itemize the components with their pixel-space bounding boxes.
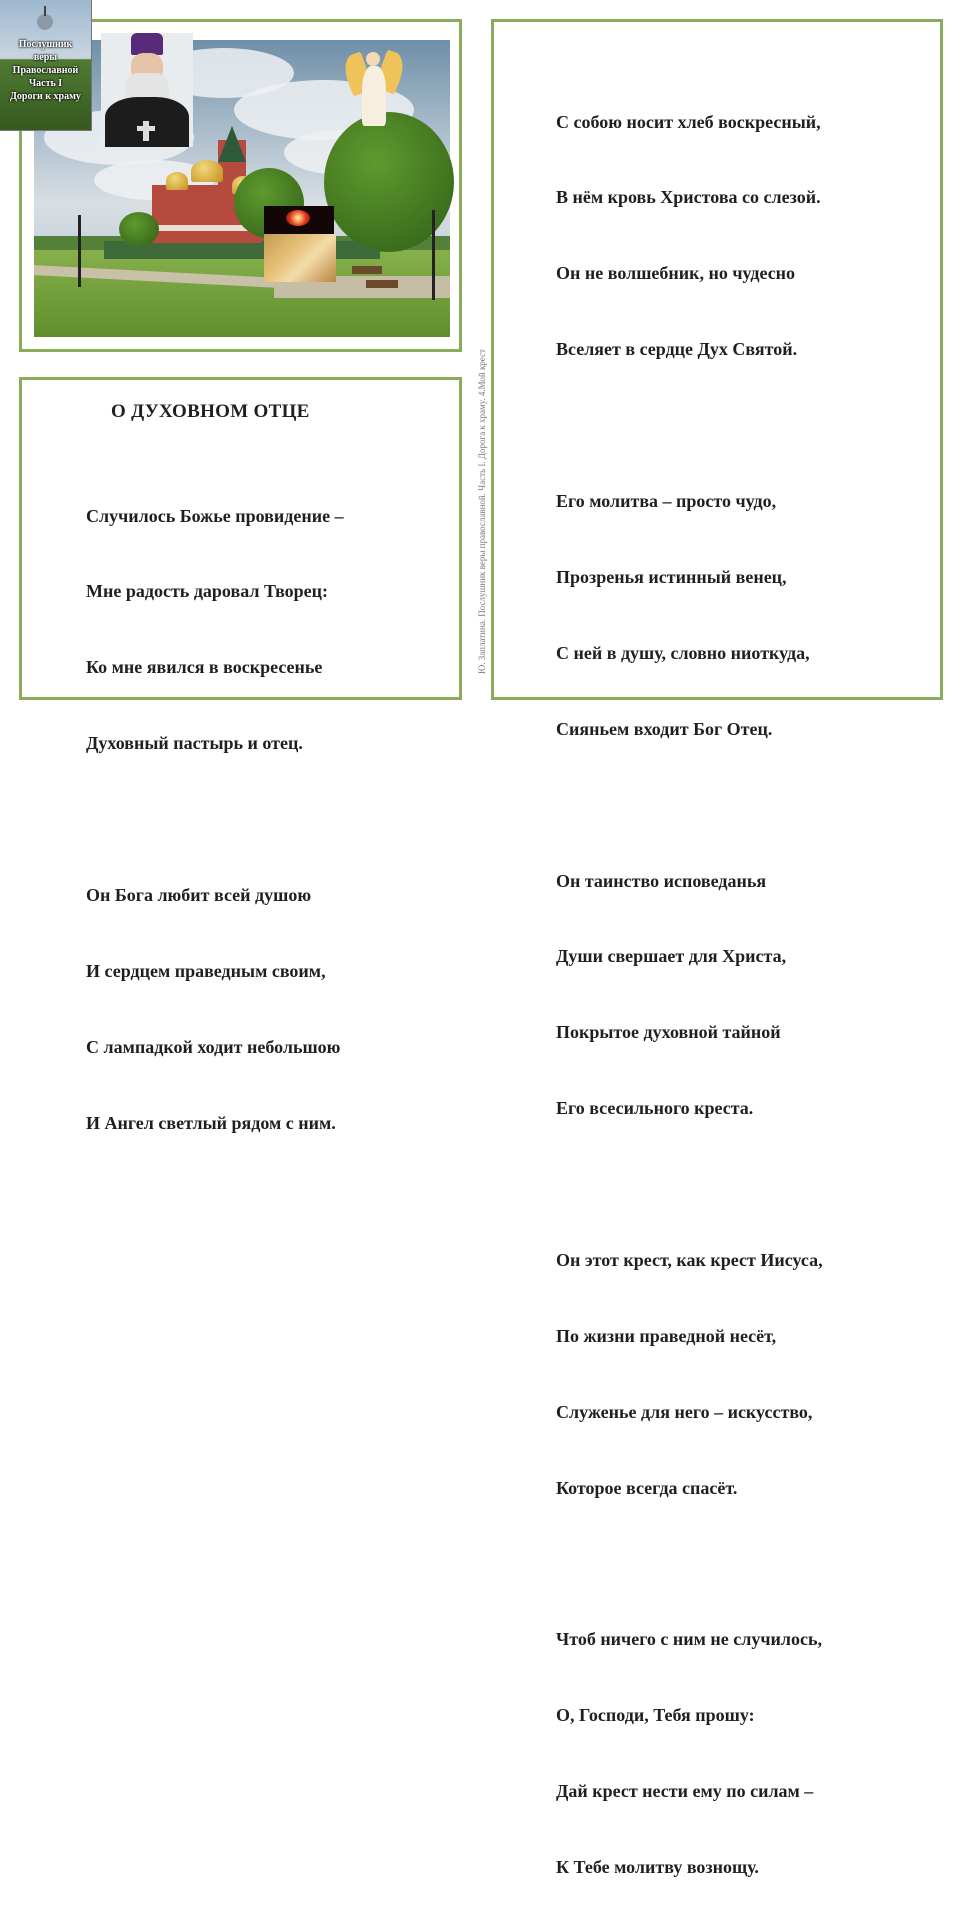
poem-line: С лампадкой ходит небольшою — [86, 1036, 341, 1057]
poem-line: Он Бога любит всей душою — [86, 885, 312, 906]
poem-line: И сердцем праведным своим, — [86, 960, 326, 981]
poem-line: Его молитва – просто чудо, — [556, 491, 777, 512]
poem-line: О, Господи, Тебя прошу: — [556, 1705, 755, 1726]
poem-line: Он не волшебник, но чудесно — [556, 263, 796, 284]
poem-line: К Тебе молитву вознощу. — [556, 1857, 759, 1878]
poem-line: Служенье для него – искусство, — [556, 1401, 813, 1422]
poem-line: Он этот крест, как крест Иисуса, — [556, 1249, 823, 1270]
poem-line: Чтоб ничего с ним не случилось, — [556, 1629, 822, 1650]
poem-line: И Ангел светлый рядом с ним. — [86, 1112, 336, 1133]
poem-title: О ДУХОВНОМ ОТЦЕ — [111, 401, 310, 422]
poem-line: Он таинство исповеданья — [556, 870, 767, 891]
angel-image — [346, 46, 402, 128]
poem-line: В нём кровь Христова со слезой. — [556, 187, 821, 208]
book-cover-title: Послушник веры Православной Часть I Дороги к храму — [10, 39, 81, 102]
poem-line: Его всесильного креста. — [556, 1098, 754, 1119]
poem-line: Сияньем входит Бог Отец. — [556, 718, 773, 739]
poem-left-text — [86, 453, 344, 1161]
poem-line: С собою носит хлеб воскресный, — [556, 111, 821, 132]
poem-line: Случилось Божье провидение – — [86, 505, 344, 526]
book-cover-image — [0, 0, 92, 131]
priest-portrait — [101, 33, 193, 147]
poem-line: Покрытое духовной тайной — [556, 1022, 781, 1043]
poem-line: Которое всегда спасёт. — [556, 1477, 738, 1498]
side-caption: Ю. Заплатина. Послушник веры православной. Часть I. Дорога к храму. 4.Мой крест — [477, 349, 487, 674]
poem-line: Прозренья истинный венец, — [556, 566, 787, 587]
chalice-image — [264, 234, 336, 282]
poem-line: Духовный пастырь и отец. — [86, 733, 303, 754]
poem-line: Мне радость даровал Творец: — [86, 581, 329, 602]
poem-line: Вселяет в сердце Дух Святой. — [556, 339, 798, 360]
church-collage-image — [34, 40, 450, 337]
poem-line: По жизни праведной несёт, — [556, 1325, 777, 1346]
poem-line: Души свершает для Христа, — [556, 946, 787, 967]
poem-line: Ко мне явился в воскресенье — [86, 657, 323, 678]
poem-line: Дай крест нести ему по силам – — [556, 1781, 814, 1802]
poem-right-text — [556, 59, 823, 1906]
candle-image — [264, 206, 334, 234]
poem-line: С ней в душу, словно ниоткуда, — [556, 642, 810, 663]
